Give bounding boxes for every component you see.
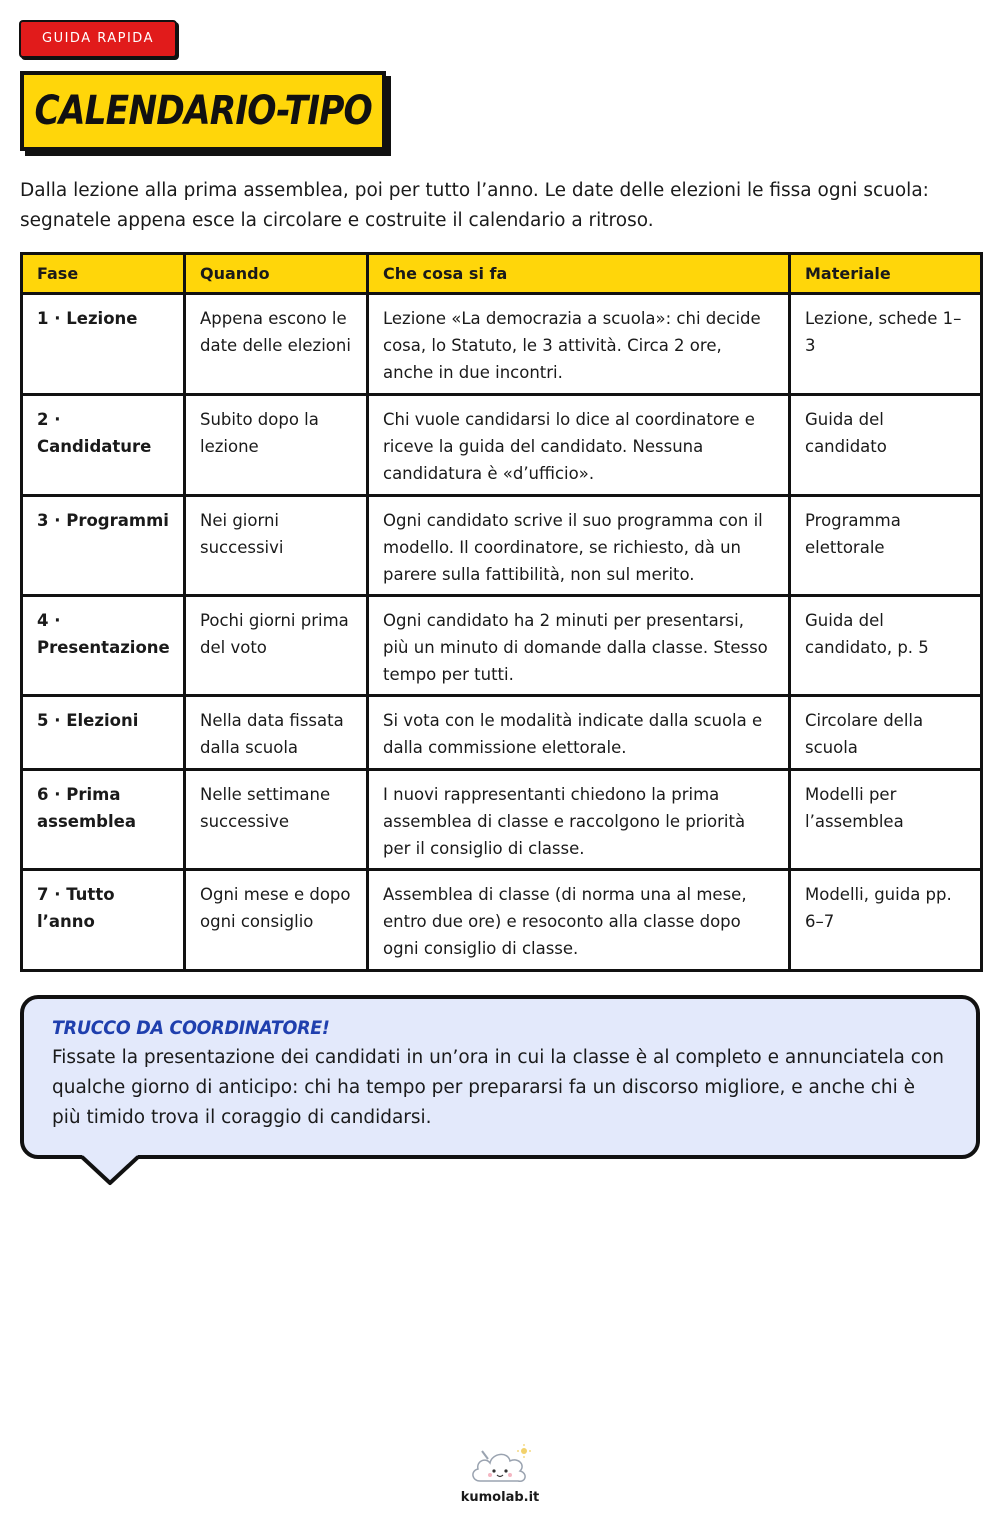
cosa-cell: Ogni candidato scrive il suo programma con il modello. Il coordinatore, se richiesto, dà un parere sulla fattibilità, non sul merito.	[368, 496, 790, 596]
cosa-cell: Ogni candidato ha 2 minuti per presentarsi, più un minuto di domande dalla classe. Stesso tempo per tutti.	[368, 596, 790, 696]
fase-cell: 5 · Elezioni	[22, 696, 185, 770]
fase-cell: 3 · Programmi	[22, 496, 185, 596]
table-row	[22, 395, 982, 496]
table-row	[22, 870, 982, 971]
quando-cell: Pochi giorni prima del voto	[185, 596, 368, 696]
speech-tail-icon	[80, 1155, 140, 1187]
tip-box	[20, 995, 980, 1159]
cosa-cell: Lezione «La democrazia a scuola»: chi decide cosa, lo Statuto, le 3 attività. Circa 2 ore, anche in due incontri.	[368, 294, 790, 395]
quando-cell: Appena escono le date delle elezioni	[185, 294, 368, 395]
materiale-cell: Modelli, guida pp. 6–7	[790, 870, 982, 971]
cosa-cell: Assemblea di classe (di norma una al mese, entro due ore) e resoconto alla classe dopo ogni consiglio di classe.	[368, 870, 790, 971]
cloud-mascot-icon	[468, 1443, 534, 1489]
cosa-cell: I nuovi rappresentanti chiedono la prima assemblea di classe e raccolgono le priorità per il consiglio di classe.	[368, 770, 790, 870]
table-row	[22, 596, 982, 696]
table-header-row	[22, 254, 982, 294]
materiale-cell: Programma elettorale	[790, 496, 982, 596]
tip-text: Fissate la presentazione dei candidati in un’ora in cui la classe è al completo e annunciatela con qualche giorno di anticipo: chi ha tempo per prepararsi fa un discorso migliore, e anche chi è più timido trova il coraggio di candidarsi.	[52, 1047, 944, 1128]
header-fase: Fase	[22, 254, 185, 294]
cosa-cell: Si vota con le modalità indicate dalla scuola e dalla commissione elettorale.	[368, 696, 790, 770]
fase-cell: 4 · Presentazione	[22, 596, 185, 696]
footer-site: kumolab.it	[460, 1490, 540, 1505]
title-banner	[20, 71, 386, 151]
quando-cell: Nei giorni successivi	[185, 496, 368, 596]
materiale-cell: Modelli per l’assemblea	[790, 770, 982, 870]
materiale-cell: Circolare della scuola	[790, 696, 982, 770]
fase-cell: 2 · Candidature	[22, 395, 185, 496]
tip-title: TRUCCO DA COORDINATORE!	[52, 1017, 330, 1039]
header-cosa: Che cosa si fa	[368, 254, 790, 294]
fase-cell: 7 · Tutto l’anno	[22, 870, 185, 971]
materiale-cell: Lezione, schede 1–3	[790, 294, 982, 395]
materiale-cell: Guida del candidato	[790, 395, 982, 496]
table-row	[22, 770, 982, 870]
quando-cell: Nelle settimane successive	[185, 770, 368, 870]
intro-text: Dalla lezione alla prima assemblea, poi per tutto l’anno. Le date delle elezioni le fissa ogni scuola: segnatele appena esce la circolare e costruite il calendario a ritroso.	[20, 180, 929, 231]
calendar-table	[20, 252, 983, 972]
materiale-cell: Guida del candidato, p. 5	[790, 596, 982, 696]
quando-cell: Nella data fissata dalla scuola	[185, 696, 368, 770]
quando-cell: Subito dopo la lezione	[185, 395, 368, 496]
header-materiale: Materiale	[790, 254, 982, 294]
cosa-cell: Chi vuole candidarsi lo dice al coordinatore e riceve la guida del candidato. Nessuna candidatura è «d’ufficio».	[368, 395, 790, 496]
page-title: CALENDARIO-TIPO	[34, 88, 372, 134]
table-row	[22, 696, 982, 770]
table-row	[22, 496, 982, 596]
fase-cell: 6 · Prima assemblea	[22, 770, 185, 870]
fase-cell: 1 · Lezione	[22, 294, 185, 395]
table-row	[22, 294, 982, 395]
header-quando: Quando	[185, 254, 368, 294]
quando-cell: Ogni mese e dopo ogni consiglio	[185, 870, 368, 971]
category-badge: GUIDA RAPIDA	[19, 20, 177, 58]
